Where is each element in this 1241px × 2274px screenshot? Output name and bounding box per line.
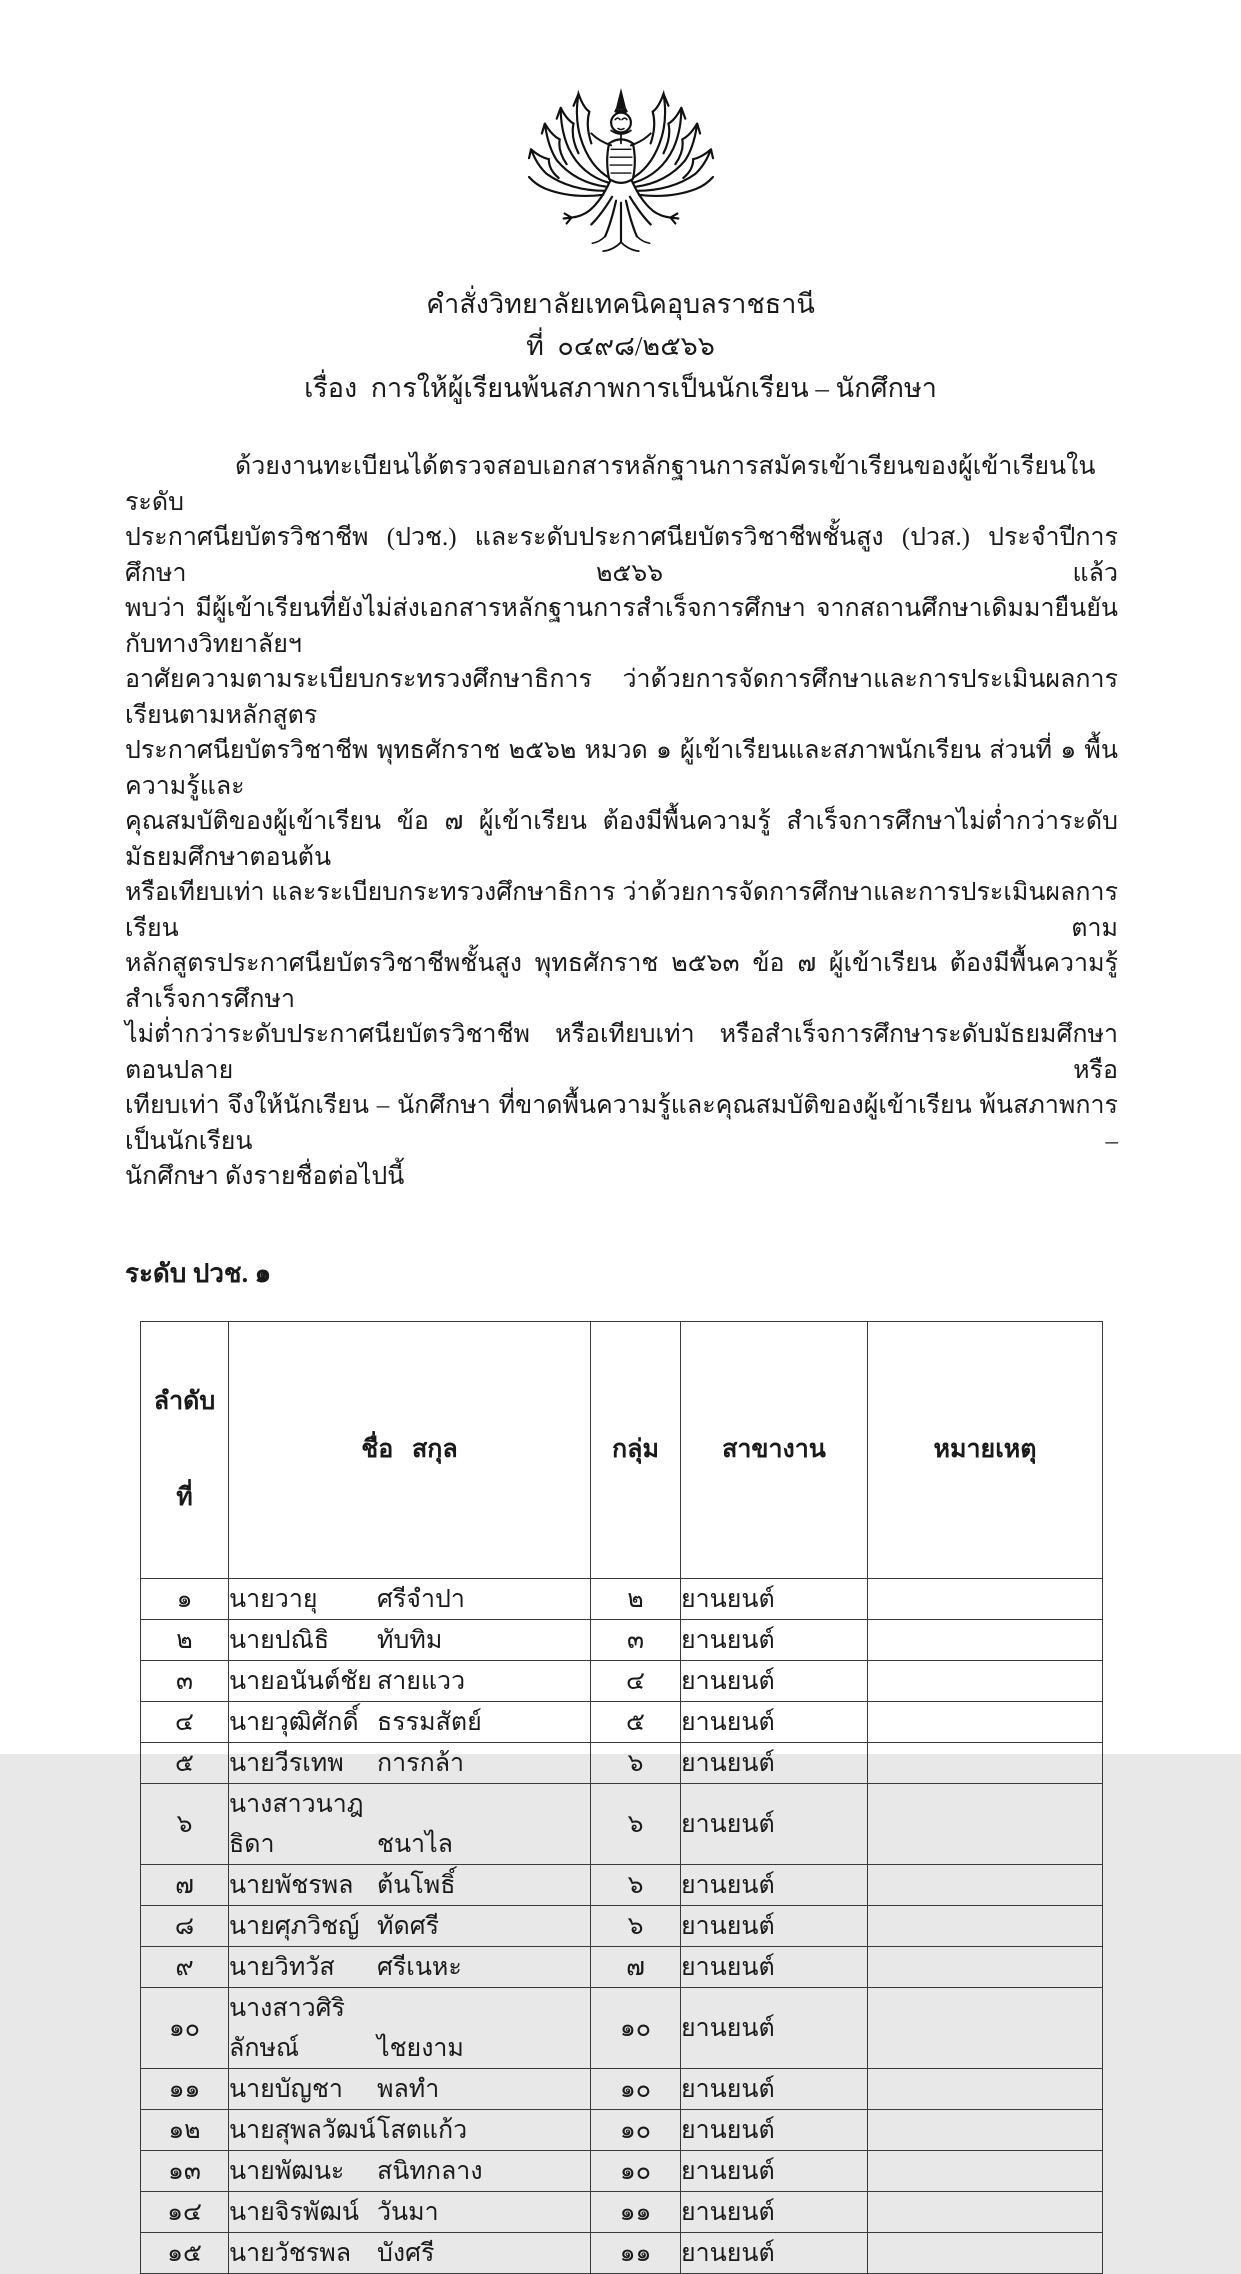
cell-no: ๑๑ (141, 2068, 229, 2109)
table-row (141, 1987, 1103, 2068)
table-row (141, 1701, 1103, 1742)
cell-program: ยานยนต์ (681, 2232, 868, 2273)
cell-note (868, 1946, 1103, 1987)
cell-program: ยานยนต์ (681, 2068, 868, 2109)
cell-no: ๘ (141, 1905, 229, 1946)
cell-note (868, 2068, 1103, 2109)
table-row (141, 2191, 1103, 2232)
student-table (140, 1321, 1103, 2274)
cell-program: ยานยนต์ (681, 1946, 868, 1987)
body-line: พบว่า มีผู้เข้าเรียนที่ยังไม่ส่งเอกสารหลักฐานการสำเร็จการศึกษา จากสถานศึกษาเดิมมายืนยันกับทางวิทยาลัยฯ (125, 595, 1118, 658)
cell-program: ยานยนต์ (681, 1905, 868, 1946)
cell-program: ยานยนต์ (681, 1987, 868, 2068)
table-row (141, 2109, 1103, 2150)
last-name: ทัดศรี (377, 1912, 440, 1940)
body-line: ด้วยงานทะเบียนได้ตรวจสอบเอกสารหลักฐานการสมัครเข้าเรียนของผู้เข้าเรียนในระดับ (125, 453, 1096, 516)
cell-no: ๒ (141, 1619, 229, 1660)
last-name: ธรรมสัตย์ (377, 1708, 482, 1736)
col-header-no-line2: ที่ (176, 1483, 193, 1511)
body-line: ไม่ต่ำกว่าระดับประกาศนียบัตรวิชาชีพ หรือเทียบเท่า หรือสำเร็จการศึกษาระดับมัธยมศึกษาตอนปลาย หรือ (125, 1021, 1118, 1084)
cell-no: ๑๐ (141, 1987, 229, 2068)
cell-name (229, 1701, 591, 1742)
body-line: คุณสมบัติของผู้เข้าเรียน ข้อ ๗ ผู้เข้าเรียน ต้องมีพื้นความรู้ สำเร็จการศึกษาไม่ต่ำกว่าระดับมัธยมศึกษาตอนต้น (125, 808, 1118, 871)
first-name: นางสาวนาฎธิดา (229, 1790, 364, 1858)
cell-note (868, 1783, 1103, 1864)
cell-no: ๑๓ (141, 2150, 229, 2191)
body-line: หรือเทียบเท่า และระเบียบกระทรวงศึกษาธิการ ว่าด้วยการจัดการศึกษาและการประเมินผลการเรียน ตาม (125, 879, 1118, 942)
table-row (141, 2232, 1103, 2273)
cell-name (229, 1742, 591, 1783)
table-row (141, 2068, 1103, 2109)
cell-group: ๖ (591, 1783, 681, 1864)
cell-no: ๑๕ (141, 2232, 229, 2273)
cell-group: ๕ (591, 1701, 681, 1742)
last-name: สนิทกลาง (377, 2157, 483, 2185)
last-name: ชนาไล (377, 1830, 453, 1858)
table-row (141, 1578, 1103, 1619)
cell-no: ๓ (141, 1660, 229, 1701)
cell-note (868, 1619, 1103, 1660)
order-subject: เรื่อง การให้ผู้เรียนพ้นสภาพการเป็นนักเรียน – นักศึกษา (304, 373, 937, 403)
table-row (141, 1742, 1103, 1783)
cell-group: ๔ (591, 1660, 681, 1701)
cell-program: ยานยนต์ (681, 1578, 868, 1619)
body-line: หลักสูตรประกาศนียบัตรวิชาชีพชั้นสูง พุทธศักราช ๒๕๖๓ ข้อ ๗ ผู้เข้าเรียน ต้องมีพื้นความรู้ สำเร็จการศึกษา (125, 950, 1118, 1013)
garuda-icon (502, 86, 740, 264)
cell-note (868, 2232, 1103, 2273)
col-header-group: กลุ่ม (591, 1321, 681, 1578)
first-name: นายวีรเทพ (229, 1749, 344, 1777)
cell-group: ๑๐ (591, 1987, 681, 2068)
col-header-note: หมายเหตุ (868, 1321, 1103, 1578)
cell-no: ๔ (141, 1701, 229, 1742)
last-name: ทับทิม (377, 1626, 443, 1654)
cell-group: ๖ (591, 1742, 681, 1783)
last-name: บังศรี (377, 2239, 435, 2267)
cell-group: ๗ (591, 1946, 681, 1987)
cell-program: ยานยนต์ (681, 2191, 868, 2232)
cell-group: ๖ (591, 1864, 681, 1905)
first-name: นายวุฒิศักดิ์ (229, 1708, 359, 1736)
col-header-name: ชื่อ สกุล (229, 1321, 591, 1578)
cell-program: ยานยนต์ (681, 1742, 868, 1783)
table-row (141, 1864, 1103, 1905)
cell-note (868, 1987, 1103, 2068)
cell-name (229, 2068, 591, 2109)
cell-name (229, 1987, 591, 2068)
level-heading: ระดับ ปวช. ๑ (125, 1258, 272, 1288)
cell-name (229, 1783, 591, 1864)
col-header-no-line1: ลำดับ (153, 1387, 216, 1415)
first-name: นายวัชรพล (229, 2239, 352, 2267)
cell-program: ยานยนต์ (681, 1701, 868, 1742)
student-table-body (141, 1578, 1103, 2273)
title-block (0, 283, 1241, 409)
last-name: ต้นโพธิ์ (377, 1871, 456, 1899)
last-name: ศรีจำปา (377, 1585, 465, 1613)
table-row (141, 2150, 1103, 2191)
cell-group: ๑๐ (591, 2109, 681, 2150)
table-row (141, 1660, 1103, 1701)
last-name: ศรีเนหะ (377, 1953, 462, 1981)
student-table-header (141, 1321, 1103, 1578)
body-line: ประกาศนียบัตรวิชาชีพ พุทธศักราช ๒๕๖๒ หมวด ๑ ผู้เข้าเรียนและสภาพนักเรียน ส่วนที่ ๑ พื้นความรู้และ (125, 737, 1118, 800)
first-name: นายพัฒนะ (229, 2157, 345, 2185)
body-line: อาศัยความตามระเบียบกระทรวงศึกษาธิการ ว่าด้วยการจัดการศึกษาและการประเมินผลการเรียนตามหลักสูตร (125, 666, 1118, 729)
last-name: โสตแก้ว (377, 2116, 468, 2144)
first-name: นางสาวศิริลักษณ์ (229, 1994, 345, 2062)
body-line: เทียบเท่า จึงให้นักเรียน – นักศึกษา ที่ขาดพื้นความรู้และคุณสมบัติของผู้เข้าเรียน พ้นสภาพการเป็นนักเรียน – (125, 1092, 1118, 1155)
cell-name (229, 2191, 591, 2232)
cell-note (868, 2109, 1103, 2150)
cell-note (868, 1660, 1103, 1701)
last-name: พลทำ (377, 2075, 440, 2103)
cell-no: ๙ (141, 1946, 229, 1987)
cell-no: ๗ (141, 1864, 229, 1905)
first-name: นายบัญชา (229, 2075, 343, 2103)
cell-program: ยานยนต์ (681, 1619, 868, 1660)
first-name: นายสุพลวัฒน์ (229, 2116, 376, 2144)
cell-name (229, 1578, 591, 1619)
cell-group: ๒ (591, 1578, 681, 1619)
last-name: ไชยงาม (377, 2034, 464, 2062)
table-row (141, 1905, 1103, 1946)
cell-group: ๑๑ (591, 2232, 681, 2273)
cell-group: ๑๑ (591, 2191, 681, 2232)
body-line: ประกาศนียบัตรวิชาชีพ (ปวช.) และระดับประกาศนียบัตรวิชาชีพชั้นสูง (ปวส.) ประจำปีการศึกษา ๒๕๖๖ แล้ว (125, 524, 1118, 587)
col-header-no (141, 1321, 229, 1578)
cell-name (229, 2109, 591, 2150)
cell-name (229, 2150, 591, 2191)
cell-name (229, 1946, 591, 1987)
cell-program: ยานยนต์ (681, 2150, 868, 2191)
cell-no: ๑๔ (141, 2191, 229, 2232)
cell-note (868, 1905, 1103, 1946)
body-paragraph (125, 449, 1118, 1195)
first-name: นายจิรพัฒน์ (229, 2198, 360, 2226)
first-name: นายศุภวิชญ์ (229, 1912, 360, 1940)
first-name: นายปณิธิ (229, 1626, 330, 1654)
table-row (141, 1783, 1103, 1864)
cell-no: ๕ (141, 1742, 229, 1783)
cell-no: ๑๒ (141, 2109, 229, 2150)
cell-name (229, 2232, 591, 2273)
cell-name (229, 1660, 591, 1701)
cell-no: ๑ (141, 1578, 229, 1619)
order-title: คำสั่งวิทยาลัยเทคนิคอุบลราชธานี (426, 289, 815, 319)
cell-program: ยานยนต์ (681, 1660, 868, 1701)
cell-note (868, 1701, 1103, 1742)
cell-note (868, 2191, 1103, 2232)
cell-group: ๑๐ (591, 2150, 681, 2191)
last-name: วันมา (377, 2198, 439, 2226)
first-name: นายพัชรพล (229, 1871, 354, 1899)
cell-note (868, 1864, 1103, 1905)
cell-no: ๖ (141, 1783, 229, 1864)
cell-group: ๖ (591, 1905, 681, 1946)
cell-program: ยานยนต์ (681, 1864, 868, 1905)
first-name: นายวิทวัส (229, 1953, 335, 1981)
table-row (141, 1619, 1103, 1660)
last-name: สายแวว (377, 1667, 466, 1695)
last-name: การกล้า (377, 1749, 465, 1777)
cell-group: ๓ (591, 1619, 681, 1660)
first-name: นายอนันต์ชัย (229, 1667, 372, 1695)
body-line: นักศึกษา ดังรายชื่อต่อไปนี้ (125, 1163, 405, 1190)
cell-program: ยานยนต์ (681, 1783, 868, 1864)
cell-name (229, 1905, 591, 1946)
cell-note (868, 2150, 1103, 2191)
order-number: ที่ ๐๔๙๘/๒๕๖๖ (526, 331, 715, 361)
cell-note (868, 1578, 1103, 1619)
emblem-container (0, 0, 1241, 269)
cell-program: ยานยนต์ (681, 2109, 868, 2150)
cell-note (868, 1742, 1103, 1783)
first-name: นายวายุ (229, 1585, 318, 1613)
cell-group: ๑๐ (591, 2068, 681, 2109)
cell-name (229, 1619, 591, 1660)
col-header-program: สาขางาน (681, 1321, 868, 1578)
cell-name (229, 1864, 591, 1905)
table-row (141, 1946, 1103, 1987)
